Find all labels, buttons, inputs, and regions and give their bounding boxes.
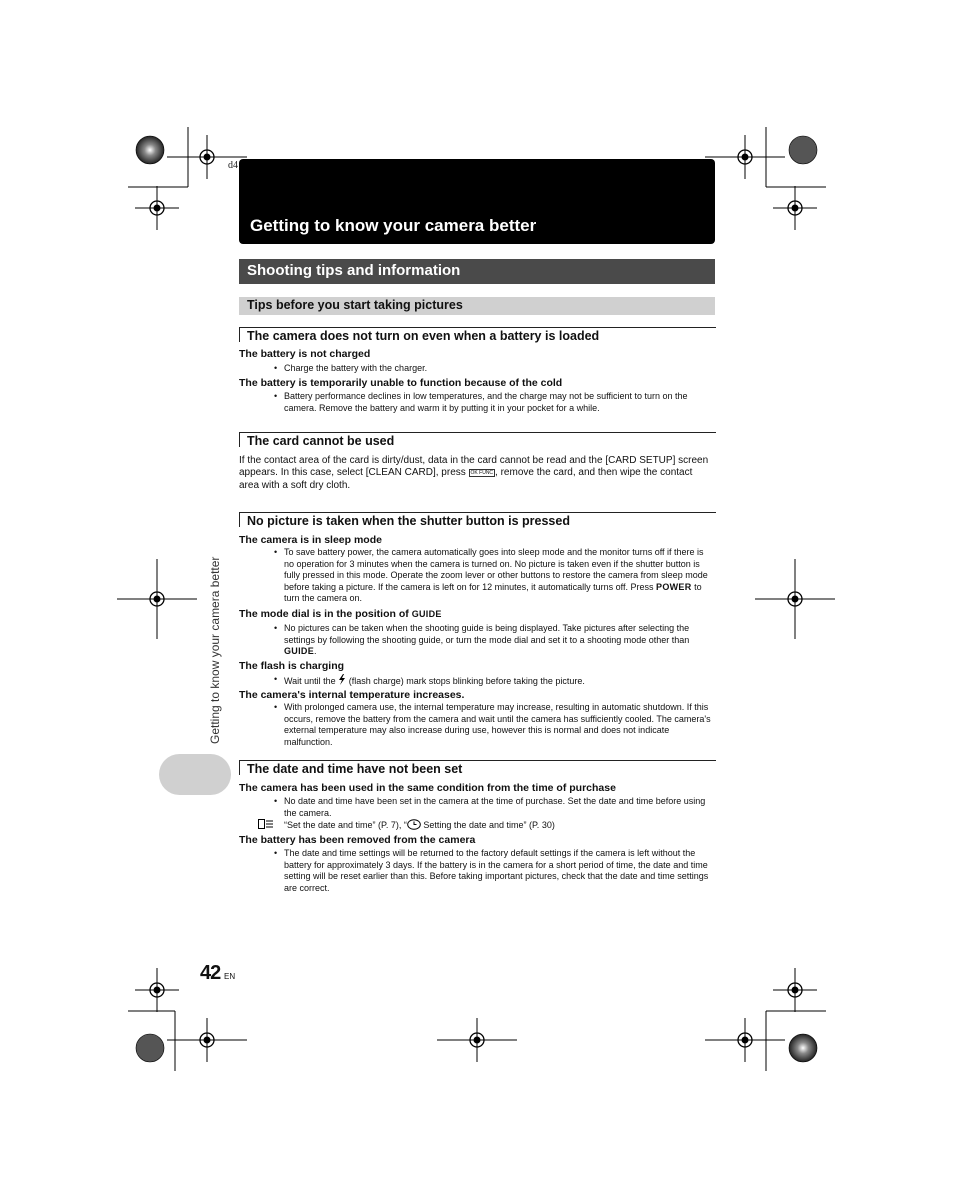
bullet-text [284, 623, 716, 658]
condition-heading: The battery is not charged [239, 348, 371, 360]
bullet-text [284, 674, 716, 688]
bullet-marker: • [274, 702, 278, 712]
bullet-marker: • [274, 363, 278, 373]
chapter-title: Getting to know your camera better [250, 216, 537, 235]
bullet-marker: • [274, 391, 278, 401]
chapter-tab [159, 754, 231, 795]
bullet-text: With prolonged camera use, the internal temperature may increase, resulting in automatic shutdown. If this occurs, remove the battery from the camera and wait until the camera has sufficiently cooled. The camera's external temperature may also increase during use, however this is normal and does not indicate malfunction. [284, 702, 711, 747]
print-slug: d4 [228, 160, 238, 171]
bullet-text: No date and time have been set in the camera at the time of purchase. Set the date and time before using the camera. [284, 796, 706, 818]
bullet-text-main: No pictures can be taken when the shooting guide is being displayed. Take pictures after selecting the settings by following the shooting guide, or turn the mode dial and set it to a shooting mode other than [284, 623, 690, 645]
bullet-text [284, 547, 716, 605]
flash-charge-icon [338, 674, 346, 685]
bullet-text: The date and time settings will be returned to the factory default settings if the camera is left without the battery for approximately 3 days. If the battery is in the camera for a short period of time, the date and time setting will be reset earlier than this. Before taking important pictures, check that the date and time settings are correct. [284, 848, 709, 893]
bullet-marker: • [274, 848, 278, 858]
side-chapter-label: Getting to know your camera better [208, 556, 222, 744]
bullet-text: Battery performance declines in low temperatures, and the charge may not be sufficient to turn on the camera. Remove the battery and warm it by putting it in your pocket for a while. [284, 391, 688, 413]
guide-mode-label: GUIDE [411, 609, 442, 619]
topic-title: The date and time have not been set [247, 762, 463, 776]
paragraph [239, 455, 715, 492]
bullet-marker: • [274, 547, 278, 557]
reference-text-pre: “Set the date and time” (P. 7), “ [284, 820, 407, 830]
bullet-text-tail: . [314, 646, 317, 656]
topic-title: The card cannot be used [247, 434, 395, 448]
topic-title: The camera does not turn on even when a battery is loaded [247, 329, 600, 343]
reference-icon [258, 819, 274, 829]
condition-heading: The camera has been used in the same condition from the time of purchase [239, 782, 616, 794]
bullet-marker: • [274, 623, 278, 633]
condition-heading: The flash is charging [239, 660, 345, 672]
topic-title: No picture is taken when the shutter button is pressed [247, 514, 570, 528]
bullet-marker: • [274, 674, 278, 684]
condition-heading: The camera's internal temperature increases. [239, 689, 465, 701]
power-key-label: POWER [656, 581, 692, 592]
guide-mode-label: GUIDE [284, 646, 315, 656]
bullet-text-pre: Wait until the [284, 676, 336, 686]
paragraph-text: If the contact area of the card is dirty/dust, data in the card cannot be read and the [CARD SETUP] screen appears. In this case, select [CLEAN CARD], press [239, 455, 709, 479]
bullet-text: Charge the battery with the charger. [284, 363, 428, 373]
condition-heading-text: The mode dial is in the position of [239, 608, 409, 620]
page-language: EN [224, 972, 236, 981]
bullet-text-main: To save battery power, the camera automatically goes into sleep mode and the monitor turns off if there is no operation for 3 minutes when the camera is turned on. No picture is taken even if the shutter button is fully pressed in this mode. Operate the zoom lever or other buttons to restore the camera from sleep mode before taking a picture. If the camera is left on for 12 minutes, it automatically turns off. Press [284, 547, 708, 592]
bullet-marker: • [274, 796, 278, 806]
condition-heading: The battery is temporarily unable to function because of the cold [239, 377, 563, 389]
reference-text [284, 819, 716, 832]
condition-heading: The battery has been removed from the camera [239, 834, 476, 846]
paragraph-text: , remove the card, and then wipe the contact area with a soft dry cloth. [239, 467, 693, 491]
condition-heading: The camera is in sleep mode [239, 534, 382, 546]
condition-heading [239, 608, 442, 620]
clock-icon [407, 819, 421, 830]
reference-text-post: Setting the date and time” (P. 30) [420, 820, 555, 830]
subsection-title: Tips before you start taking pictures [247, 298, 463, 312]
section-title: Shooting tips and information [247, 262, 461, 279]
ok-button-icon: OK FUNC [470, 469, 494, 476]
bullet-text-post: (flash charge) mark stops blinking before taking the picture. [348, 676, 585, 686]
bullet-text-tail: to turn the camera on. [284, 581, 702, 603]
page-number: 42 [200, 962, 221, 984]
